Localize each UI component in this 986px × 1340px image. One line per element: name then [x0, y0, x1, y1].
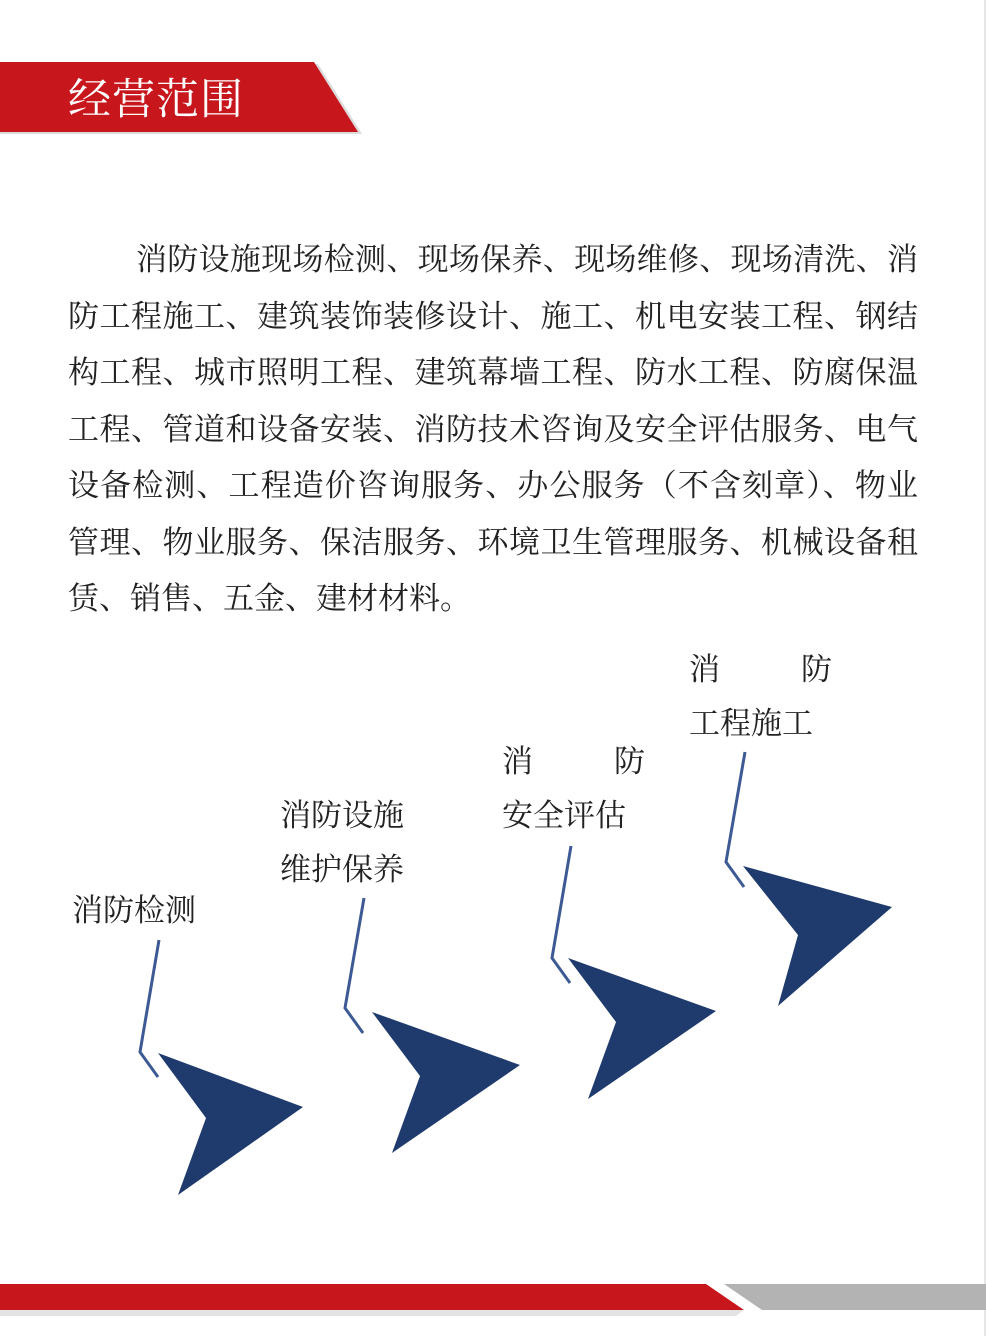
step-2-arrow-icon — [372, 1012, 520, 1153]
step-3-label-line1-text-a: 消 — [502, 744, 533, 780]
step-3-arrow-icon — [568, 958, 716, 1099]
page-title: 经营范围 — [68, 75, 244, 125]
step-4-label-line1-text-b: 防 — [801, 652, 832, 688]
footer-bar-shape — [0, 1262, 986, 1336]
step-1-arrow-icon — [158, 1053, 303, 1195]
step-3-label-line1 — [502, 735, 645, 789]
step-3-label-line2: 安全评估 — [502, 798, 626, 834]
business-scope-paragraph: 消防设施现场检测、现场保养、现场维修、现场清洗、消防工程施工、建筑装饰装修设计、施工、机电安装工程、钢结构工程、城市照明工程、建筑幕墙工程、防水工程、防腐保温工程、管道和设备安装、消防技术咨询及安全评估服务、电气设备检测、工程造价咨询服务、办公服务（不含刻章）、物业管理、物业服务、保洁服务、环境卫生管理服务、机械设备租赁、销售、五金、建材材料。 — [68, 242, 918, 617]
step-1-label — [72, 884, 215, 938]
step-4-connector-line — [726, 752, 745, 887]
step-4-label-line1 — [689, 643, 832, 697]
step-4-label — [689, 643, 832, 751]
step-3-connector-line — [552, 846, 571, 983]
step-2-label-line2: 维护保养 — [280, 852, 404, 888]
step-4-arrow-icon — [743, 866, 892, 1006]
step-2-label — [280, 789, 423, 897]
step-3-label — [502, 735, 645, 843]
step-3-label-line1-text-b: 防 — [614, 744, 645, 780]
step-2-label-line1: 消防设施 — [280, 798, 404, 834]
step-4-label-line1-text-a: 消 — [689, 652, 720, 688]
step-2-connector-line — [345, 898, 364, 1033]
step-4-label-line2: 工程施工 — [689, 706, 813, 742]
step-1-connector-line — [140, 940, 159, 1077]
footer-bar — [0, 1262, 986, 1336]
step-1-label-line1: 消防检测 — [72, 893, 196, 929]
